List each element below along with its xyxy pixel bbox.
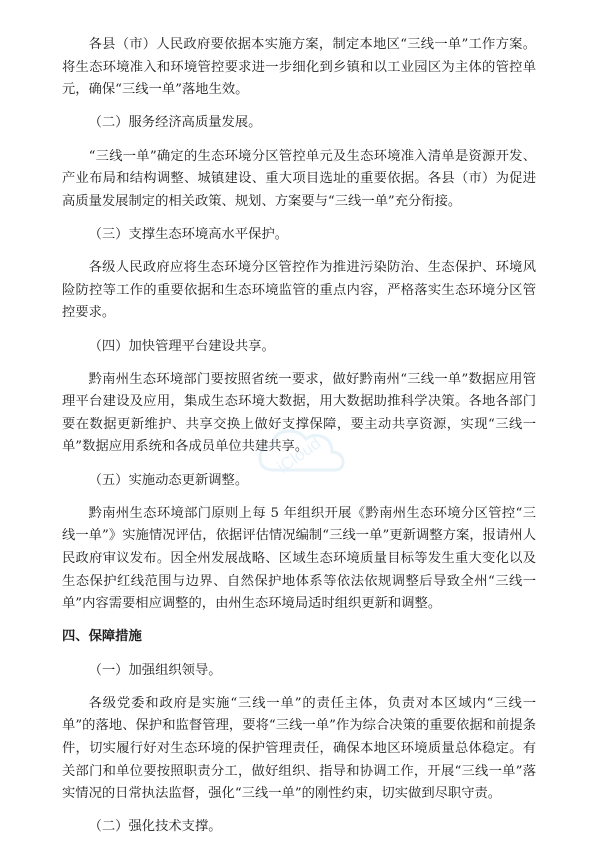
subheading-dynamic-update: （五）实施动态更新调整。 xyxy=(88,472,249,488)
subheading-economic-development: （二）服务经济高质量发展。 xyxy=(88,115,262,131)
subheading-leadership: （一）加强组织领导。 xyxy=(88,662,222,678)
paragraph-leadership: 各级党委和政府是实施“三线一单”的责任主体，负责对本区域内“三线一单”的落地、保护和监督管理，要将“三线一单”作为综合决策的重要依据和前提条件，切实履行好对生态环境的保护管理责任，确保本地区环境质量总体稳定。有关部门和单位要按照职责分工，做好组织、指导和协调工作，开展“三线一单”落实情况的日常执法监督，强化“三线一单”的刚性约束，切实做到尽职守责。 xyxy=(62,695,536,802)
subheading-platform-sharing: （四）加快管理平台建设共享。 xyxy=(88,338,275,354)
section-heading-safeguards: 四、保障措施 xyxy=(62,629,142,645)
paragraph-platform-sharing: 黔南州生态环境部门要按照省统一要求，做好黔南州“三线一单”数据应用管理平台建设及应用，集成生态环境大数据，用大数据助推科学决策。各地各部门要在数据更新维护、共享交换上做好支撑保障，要主动共享资源，实现“三线一单”数据应用系统和各成员单位共建共享。 xyxy=(62,371,536,455)
subheading-eco-protection: （三）支撑生态环境高水平保护。 xyxy=(88,226,289,242)
paragraph-dynamic-update: 黔南州生态环境部门原则上每 5 年组织开展《黔南州生态环境分区管控“三线一单”》实施情况评估，依据评估情况编制“三线一单”更新调整方案，报请州人民政府审议发布。因全州发展战略、区域生态环境质量目标等发生重大变化以及生态保护红线范围与边界、自然保护地体系等依法依规调整后导致全州“三线一单”内容需要相应调整的，由州生态环境局适时组织更新和调整。 xyxy=(62,505,536,612)
document-body xyxy=(62,34,536,850)
paragraph-county-plan: 各县（市）人民政府要依据本实施方案，制定本地区“三线一单”工作方案。将生态环境准入和环境管控要求进一步细化到乡镇和以工业园区为主体的管控单元，确保“三线一单”落地生效。 xyxy=(62,37,536,98)
paragraph-economic-development: “三线一单”确定的生态环境分区管控单元及生态环境准入清单是资源开发、产业布局和结构调整、城镇建设、重大项目选址的重要依据。各县（市）为促进高质量发展制定的相关政策、规划、方案要与“三线一单”充分衔接。 xyxy=(62,148,536,209)
watermark-text: iCloud xyxy=(273,433,325,477)
subheading-technical-support: （二）强化技术支撑。 xyxy=(88,819,222,835)
paragraph-eco-protection: 各级人民政府应将生态环境分区管控作为推进污染防治、生态保护、环境风险防控等工作的重要依据和生态环境监管的重点内容，严格落实生态环境分区管控要求。 xyxy=(62,260,536,321)
